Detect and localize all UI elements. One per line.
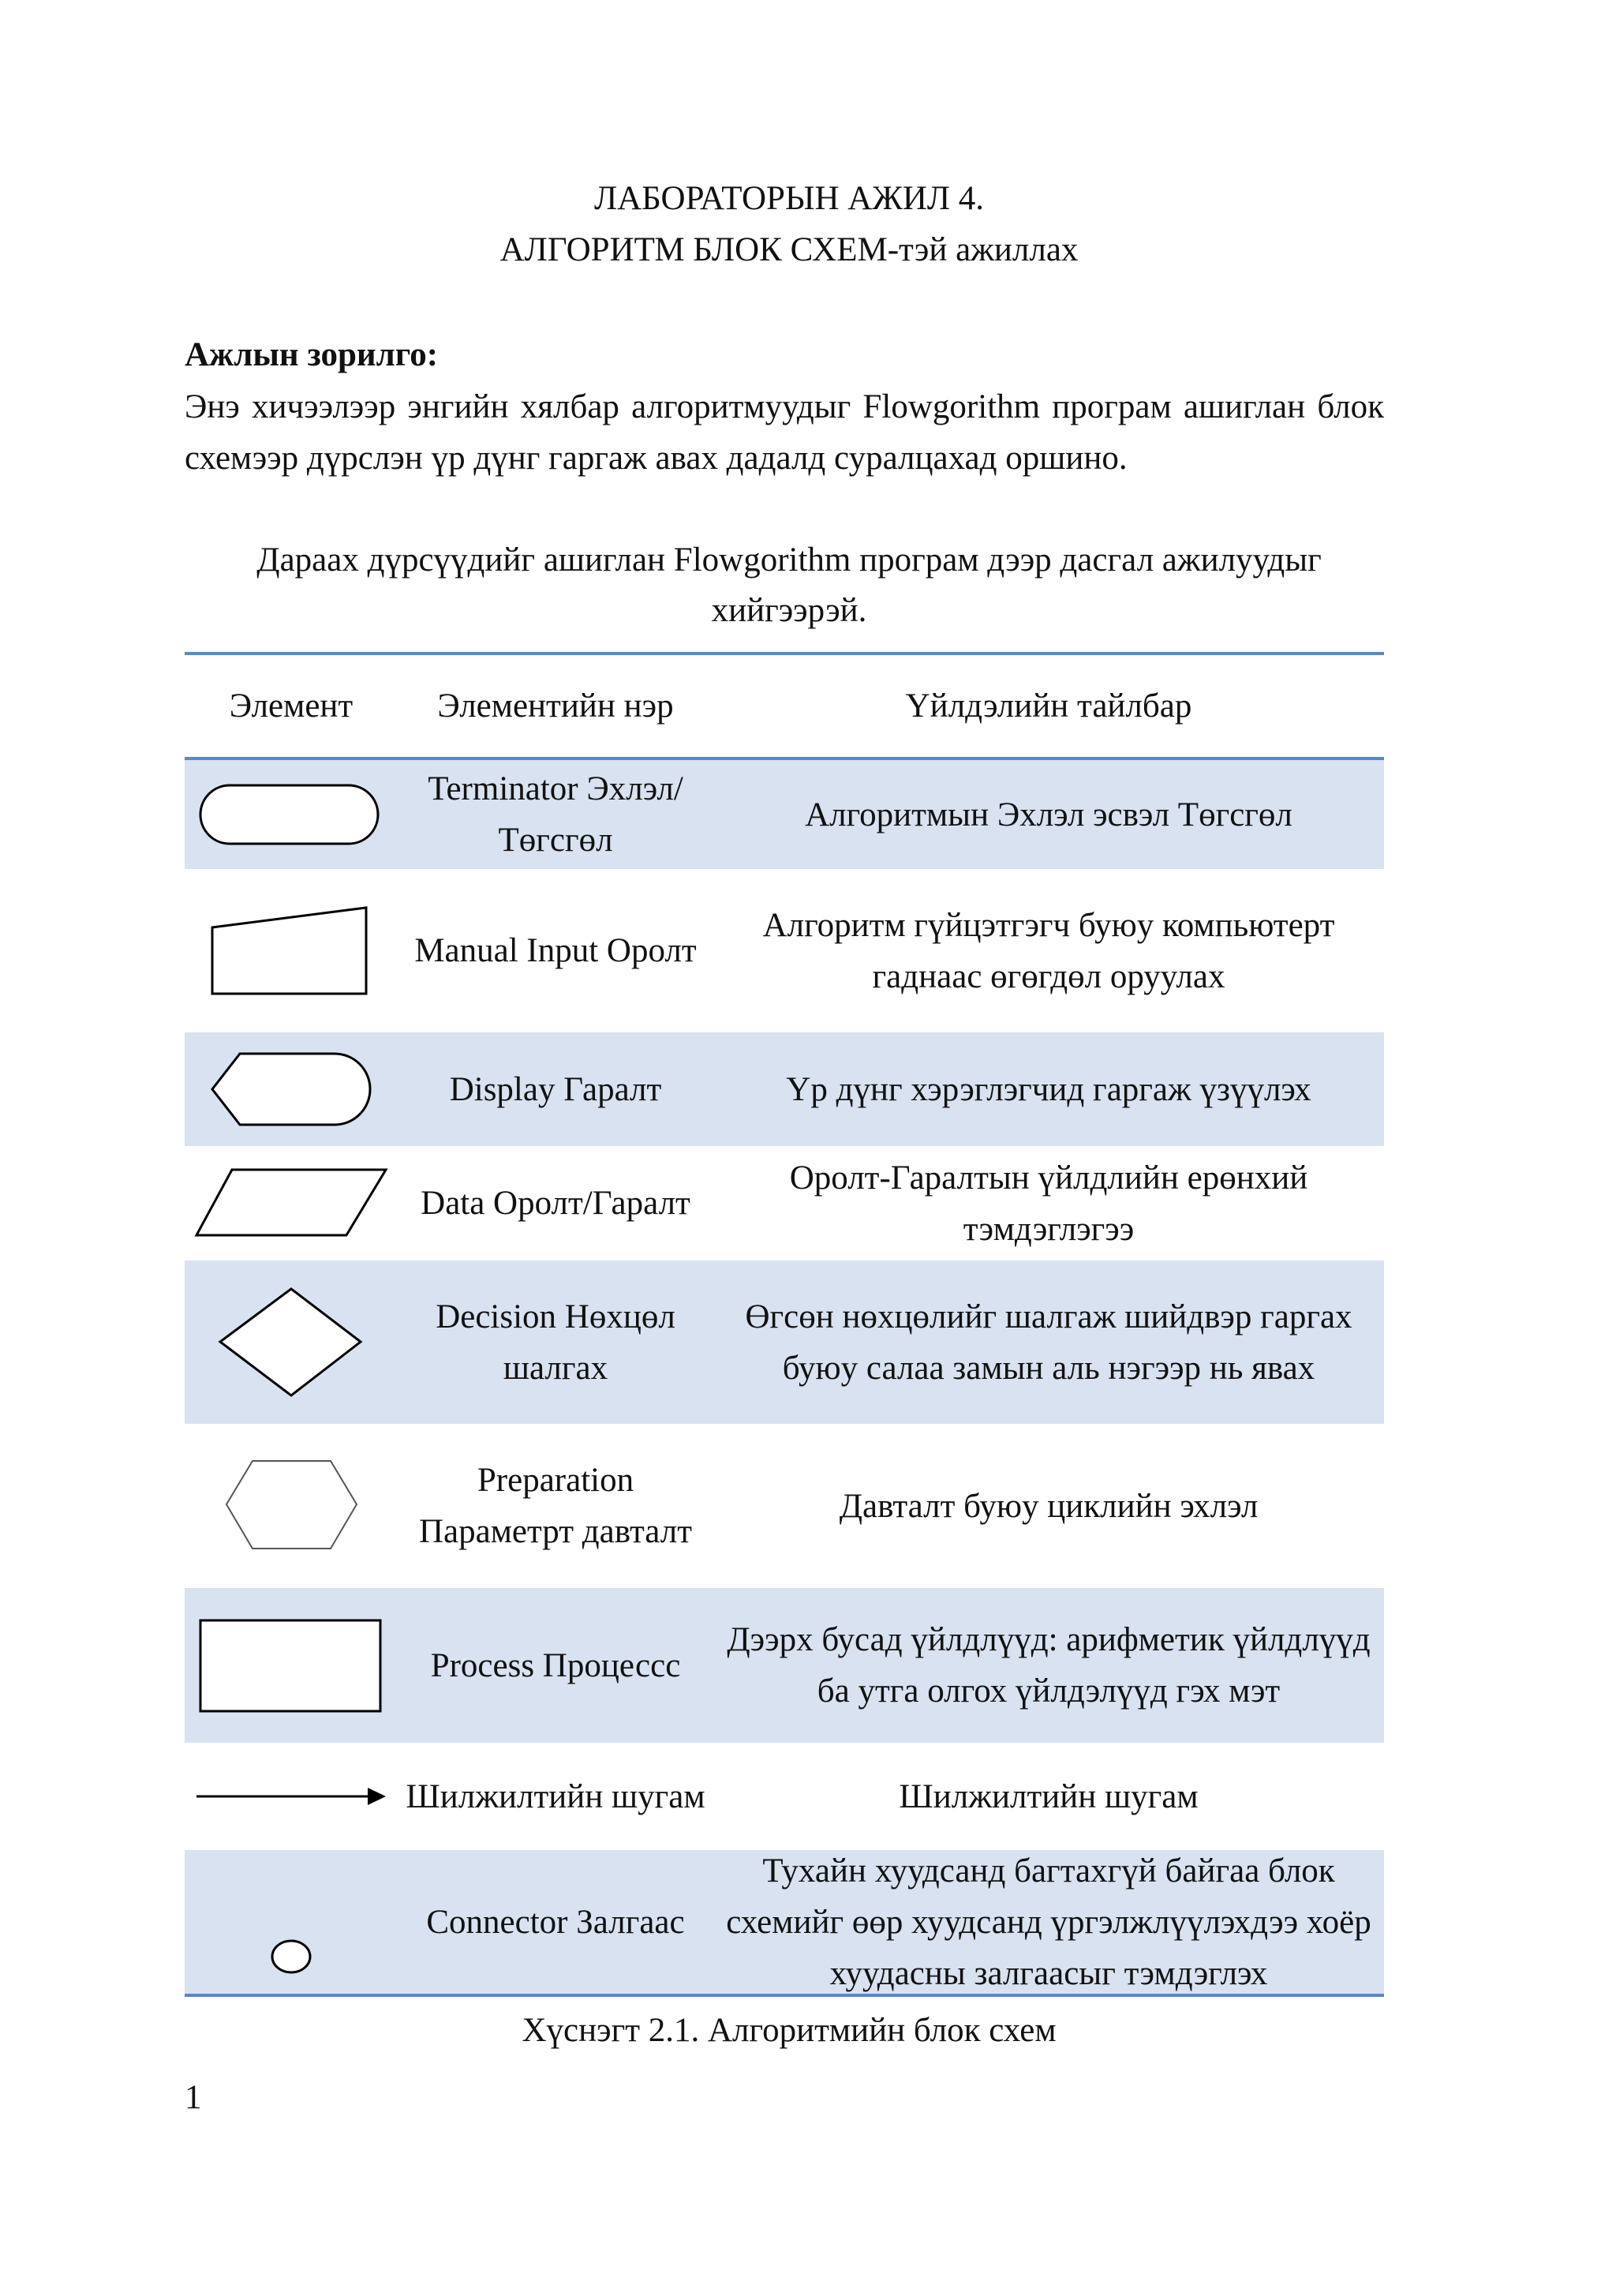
header-description: Үйлдэлийн тайлбар	[905, 687, 1192, 725]
preparation-icon	[185, 1424, 398, 1588]
decision-icon	[185, 1260, 398, 1424]
document-title: ЛАБОРАТОРЫН АЖИЛ 4.	[593, 180, 985, 217]
manual-input-icon	[185, 869, 398, 1032]
header-element: Элемент	[229, 687, 354, 725]
purpose-paragraph: Энэ хичээлээр энгийн хялбар алгоритмуудыг Flowgorithm програм ашиглан блок схемээр дүрслэн үр дүнг гаргаж авах дадалд суралцахад оршино.	[185, 388, 1384, 477]
table-row	[185, 1743, 1384, 1850]
element-description: Тухайн хуудсанд багтахгүй байгаа блок схемийг өөр хуудсанд үргэлжлүүлэхдээ хоёр хуудасны залгаасыг тэмдэглэх	[726, 1852, 1371, 1992]
connector-icon	[185, 1850, 398, 1994]
element-description: Алгоритмын Эхлэл эсвэл Төгсгөл	[805, 796, 1292, 833]
table-caption: Хүснэгт 2.1. Алгоритмийн блок схем	[522, 2012, 1057, 2049]
table-row	[185, 1146, 1384, 1260]
purpose-heading: Ажлын зорилго:	[185, 336, 439, 373]
element-description: Үр дүнг хэрэглэгчид гаргаж үзүүлэх	[786, 1070, 1311, 1108]
element-name: Шилжилтийн шугам	[406, 1777, 705, 1815]
element-description: Оролт-Гаралтын үйлдлийн ерөнхий тэмдэглэгээ	[789, 1159, 1308, 1248]
terminator-icon	[185, 760, 398, 869]
element-description: Өгсөн нөхцөлийг шалгаж шийдвэр гаргах буюу салаа замын аль нэгээр нь явах	[745, 1298, 1352, 1387]
table-row	[185, 1260, 1384, 1424]
element-name: Process Процессс	[430, 1646, 681, 1684]
table-row	[185, 1850, 1384, 1994]
page-number: 1	[185, 2079, 202, 2116]
table-row	[185, 1032, 1384, 1146]
element-name: Decision Нөхцөл шалгах	[436, 1298, 675, 1387]
display-icon	[185, 1032, 398, 1146]
element-description: Шилжилтийн шугам	[899, 1777, 1199, 1815]
table-header-row	[185, 655, 1384, 757]
element-description: Дээрх бусад үйлдлүүд: арифметик үйлдлүүд ба утга олгох үйлдэлүүд гэх мэт	[727, 1621, 1371, 1710]
table-bottom-border	[185, 1994, 1384, 1997]
arrow-icon	[185, 1743, 398, 1850]
process-icon	[185, 1588, 398, 1743]
element-name: Connector Залгаас	[426, 1903, 685, 1941]
table-row	[185, 1424, 1384, 1588]
intro-paragraph: Дараах дүрсүүдийг ашиглан Flowgorithm програм дээр дасгал ажилуудыг хийгээрэй.	[256, 541, 1322, 629]
element-name: Terminator Эхлэл/Төгсгөл	[428, 770, 683, 859]
element-name: Display Гаралт	[449, 1070, 662, 1108]
data-icon	[185, 1146, 398, 1260]
element-description: Давталт буюу циклийн эхлэл	[839, 1487, 1259, 1525]
element-description: Алгоритм гүйцэтгэгч буюу компьютерт гаднаас өгөгдөл оруулах	[762, 906, 1335, 995]
element-name: Data Оролт/Гаралт	[421, 1185, 690, 1222]
element-name: Manual Input Оролт	[414, 932, 697, 969]
table-row	[185, 869, 1384, 1032]
element-name: Preparation Параметрт давталт	[418, 1462, 693, 1550]
header-element-name: Элементийн нэр	[437, 687, 674, 725]
table-row	[185, 760, 1384, 869]
table-row	[185, 1588, 1384, 1743]
document-subtitle: АЛГОРИТМ БЛОК СХЕМ-тэй ажиллах	[499, 231, 1079, 268]
